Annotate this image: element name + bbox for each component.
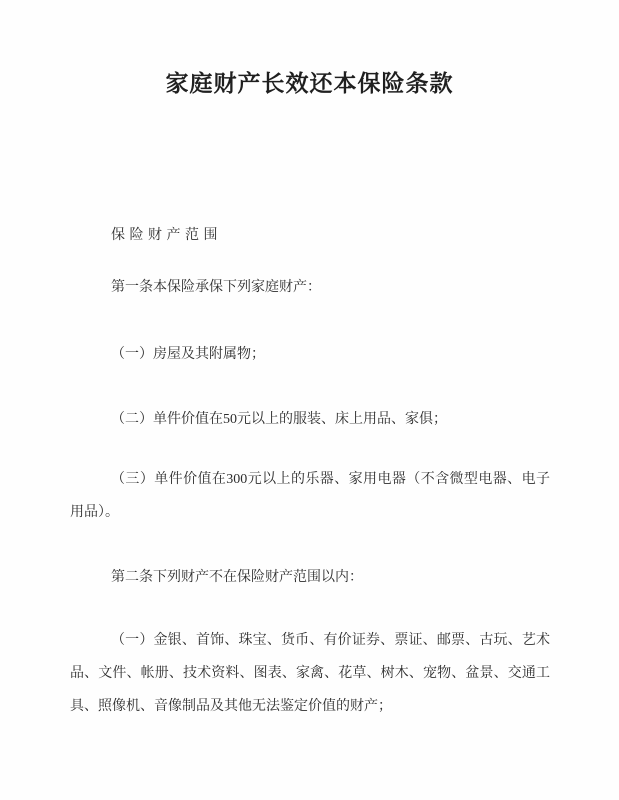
document-body — [0, 219, 619, 723]
article-1-intro: 第一条本保险承保下列家庭财产： — [111, 280, 321, 295]
article-1-item-1: （一）房屋及其附属物； — [111, 347, 265, 362]
document-title: 家庭财产长效还本保险条款 — [165, 71, 454, 96]
article-2-intro: 第二条下列财产不在保险财产范围以内： — [111, 570, 363, 585]
article-1-item-2: （二）单件价值在50元以上的服装、床上用品、家俱； — [111, 412, 447, 427]
section-heading-insured-property-scope: 保险财产范围 — [111, 228, 222, 243]
article-2-item-1: （一）金银、首饰、珠宝、货币、有价证券、票证、邮票、古玩、艺术品、文件、帐册、技术资料、图表、家禽、花草、树木、宠物、盆景、交通工具、照像机、音像制品及其他无法鉴定价值的财产； — [70, 633, 550, 714]
article-1-item-3: （三）单件价值在300元以上的乐器、家用电器（不含微型电器、电子用品）。 — [70, 472, 550, 520]
